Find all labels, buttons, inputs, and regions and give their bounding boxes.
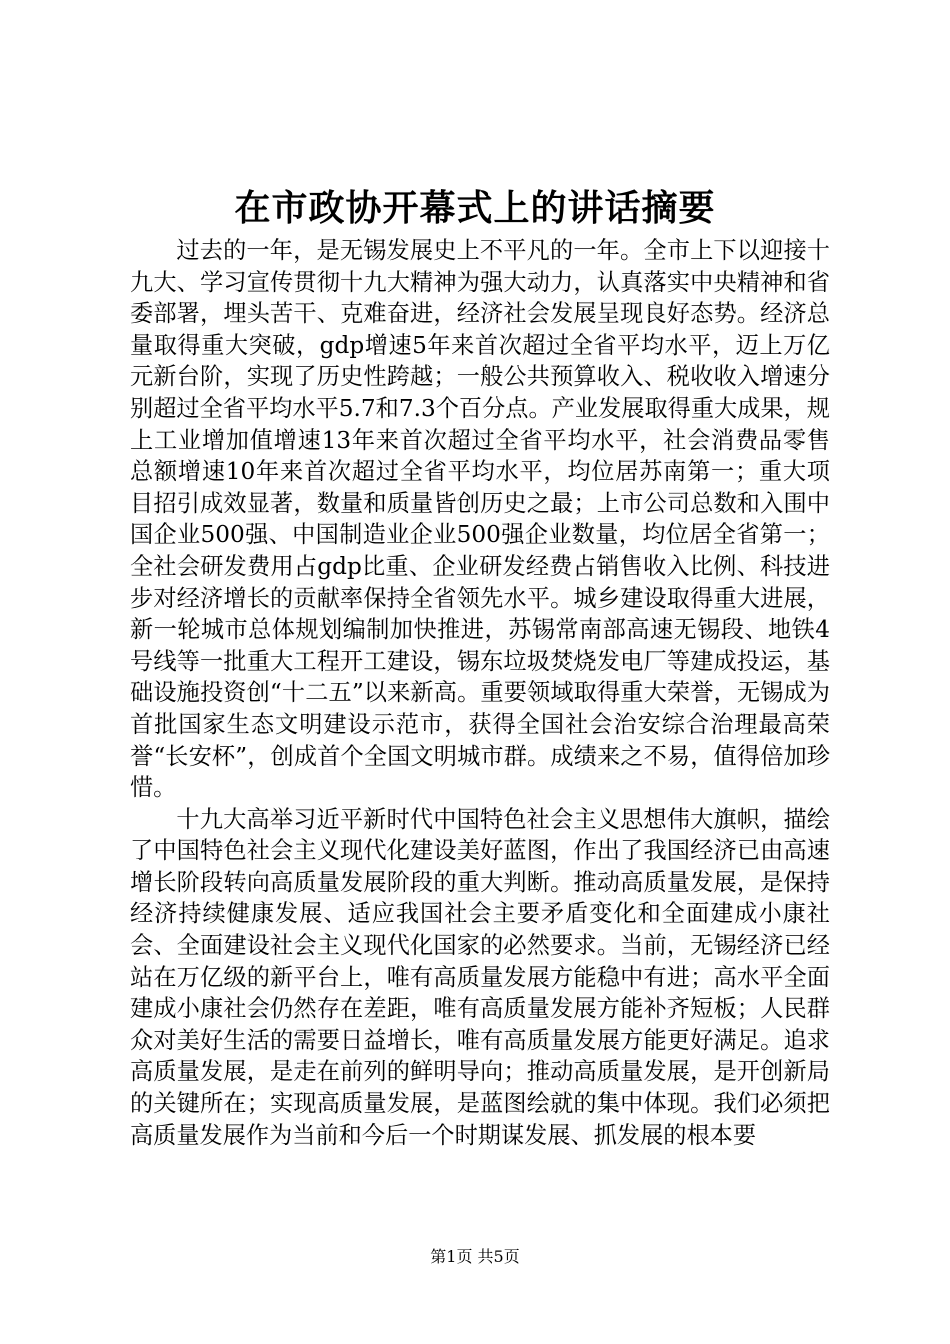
paragraph: 过去的一年，是无锡发展史上不平凡的一年。全市上下以迎接十九大、学习宣传贯彻十九大精神为强大动力，认真落实中央精神和省委部署，埋头苦干、克难奋进，经济社会发展呈现良好态势。经济总量取得重大突破，gdp增速5年来首次超过全省平均水平，迈上万亿元新台阶，实现了历史性跨越；一般公共预算收入、税收收入增速分别超过全省平均水平5.7和7.3个百分点。产业发展取得重大成果，规上工业增加值增速13年来首次超过全省平均水平，社会消费品零售总额增速10年来首次超过全省平均水平，均位居苏南第一；重大项目招引成效显著，数量和质量皆创历史之最；上市公司总数和入围中国企业500强、中国制造业企业500强企业数量，均位居全省第一；全社会研发费用占gdp比重、企业研发经费占销售收入比例、科技进步对经济增长的贡献率保持全省领先水平。城乡建设取得重大进展，新一轮城市总体规划编制加快推进，苏锡常南部高速无锡段、地铁4号线等一批重大工程开工建设，锡东垃圾焚烧发电厂等建成投运，基础设施投资创“十二五”以来新高。重要领域取得重大荣誉，无锡成为首批国家生态文明建设示范市，获得全国社会治安综合治理最高荣誉“长安杯”，创成首个全国文明城市群。成绩来之不易，值得倍加珍惜。 [130,237,830,802]
document-title: 在市政协开幕式上的讲话摘要 [234,187,716,229]
paragraph: 十九大高举习近平新时代中国特色社会主义思想伟大旗帜，描绘了中国特色社会主义现代化建设美好蓝图，作出了我国经济已由高速增长阶段转向高质量发展阶段的重大判断。推动高质量发展，是保持经济持续健康发展、适应我国社会主要矛盾变化和全面建成小康社会、全面建设社会主义现代化国家的必然要求。当前，无锡经济已经站在万亿级的新平台上，唯有高质量发展方能稳中有进；高水平全面建成小康社会仍然存在差距，唯有高质量发展方能补齐短板；人民群众对美好生活的需要日益增长，唯有高质量发展方能更好满足。追求高质量发展，是走在前列的鲜明导向；推动高质量发展，是开创新局的关键所在；实现高质量发展，是蓝图绘就的集中体现。我们必须把高质量发展作为当前和今后一个时期谋发展、抓发展的根本要 [130,805,830,1149]
document-body [130,235,830,1151]
page-footer: 第1页 共5页 [430,1247,520,1266]
